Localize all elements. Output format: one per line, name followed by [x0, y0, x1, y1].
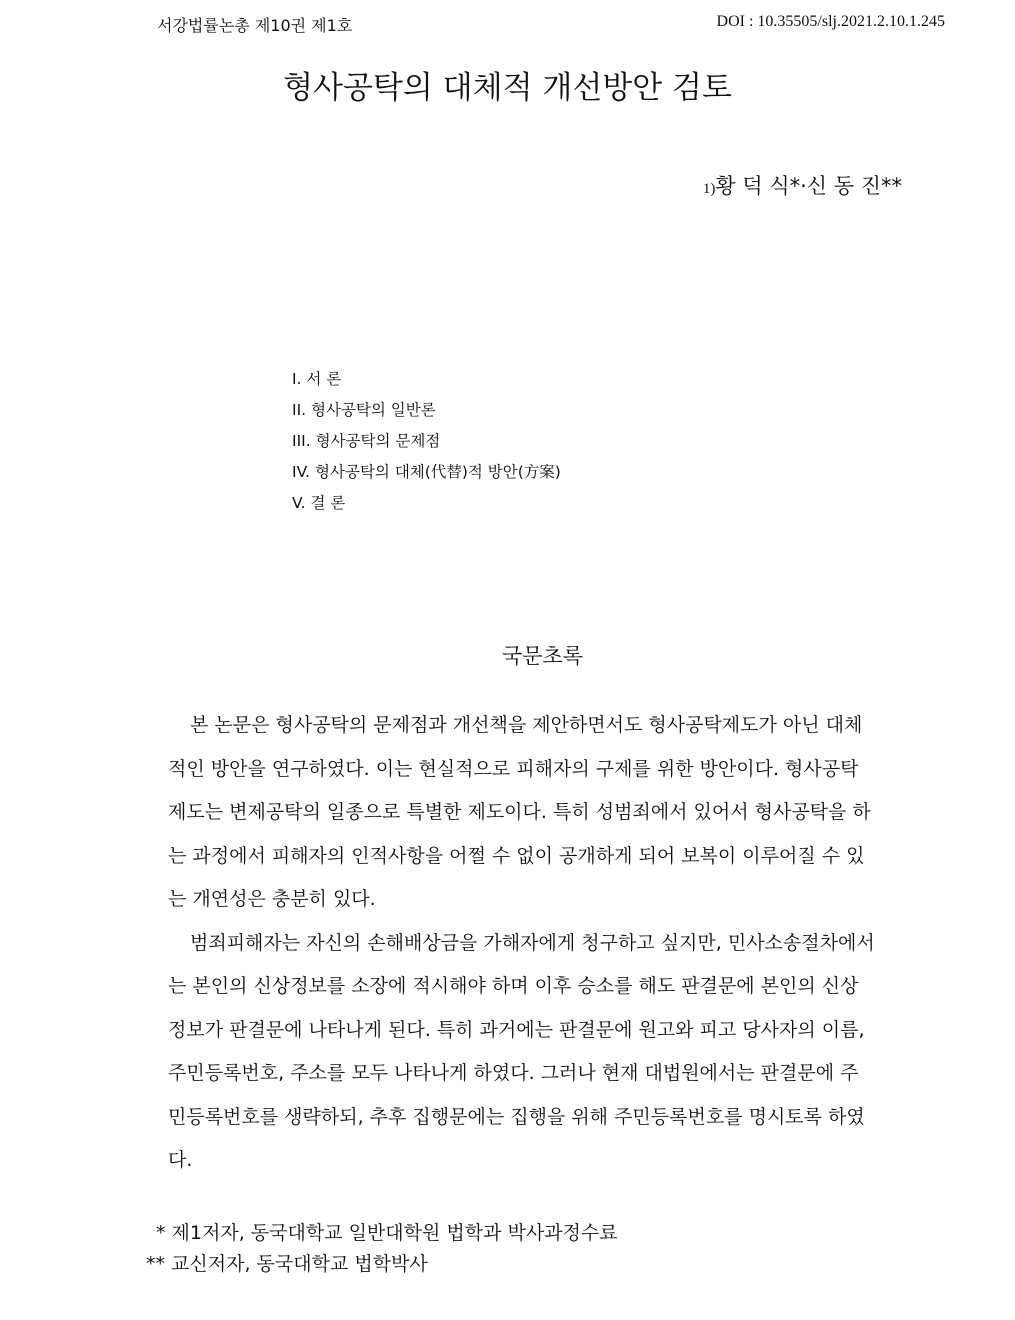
doi-header: DOI : 10.35505/slj.2021.2.10.1.245	[716, 13, 945, 30]
text-line: 다.	[168, 1149, 193, 1171]
text-line: 는 개연성은 충분히 있다.	[168, 888, 376, 910]
text-line: 범죄피해자는 자신의 손해배상금을 가해자에게 청구하고 싶지만, 민사소송절차에서	[190, 931, 875, 954]
footnote-corresponding-author: ** 교신저자, 동국대학교 법학박사	[146, 1253, 428, 1275]
abstract-paragraph-1	[168, 704, 918, 922]
toc-item-5: V. 결 론	[292, 494, 346, 512]
text-line: 민등록번호를 생략하되, 추후 집행문에는 집행을 위해 주민등록번호를 명시토록 하였	[168, 1105, 865, 1128]
abstract-heading: 국문초록	[501, 644, 584, 668]
text-line: 는 과정에서 피해자의 인적사항을 어쩔 수 없이 공개하게 되어 보복이 이루어질 수 있	[168, 844, 865, 867]
footnotes	[146, 1218, 618, 1280]
toc-item-1: I. 서 론	[292, 370, 342, 388]
text-line: 주민등록번호, 주소를 모두 나타나게 하였다. 그러나 현재 대법원에서는 판결문에 주	[168, 1062, 859, 1084]
abstract-body	[168, 704, 918, 1183]
text-line: 본 논문은 형사공탁의 문제점과 개선책을 제안하면서도 형사공탁제도가 아닌 대체	[190, 714, 863, 736]
text-line: 는 본인의 신상정보를 소장에 적시해야 하며 이후 승소를 해도 판결문에 본인의 신상	[168, 975, 859, 997]
text-line: 제도는 변제공탁의 일종으로 특별한 제도이다. 특히 성범죄에서 있어서 형사공탁을 하	[168, 801, 871, 823]
author-footnote-marker: 1)	[702, 181, 716, 197]
journal-header: 서강법률논총 제10권 제1호	[157, 16, 353, 35]
table-of-contents	[292, 368, 561, 523]
toc-item-3: III. 형사공탁의 문제점	[292, 432, 441, 450]
text-line: 정보가 판결문에 나타나게 된다. 특히 과거에는 판결문에 원고와 피고 당사자의 이름,	[168, 1018, 865, 1041]
abstract-paragraph-2	[168, 922, 918, 1183]
authors	[703, 170, 902, 200]
toc-item-4: IV. 형사공탁의 대체(代替)적 방안(方案)	[292, 463, 561, 481]
author-names: 황 덕 식*·신 동 진**	[715, 174, 902, 198]
footnote-first-author: * 제1저자, 동국대학교 일반대학원 법학과 박사과정수료	[156, 1222, 618, 1244]
paper-title: 형사공탁의 대체적 개선방안 검토	[283, 70, 732, 106]
text-line: 적인 방안을 연구하였다. 이는 현실적으로 피해자의 구제를 위한 방안이다. 형사공탁	[168, 757, 859, 780]
toc-item-2: II. 형사공탁의 일반론	[292, 401, 436, 419]
